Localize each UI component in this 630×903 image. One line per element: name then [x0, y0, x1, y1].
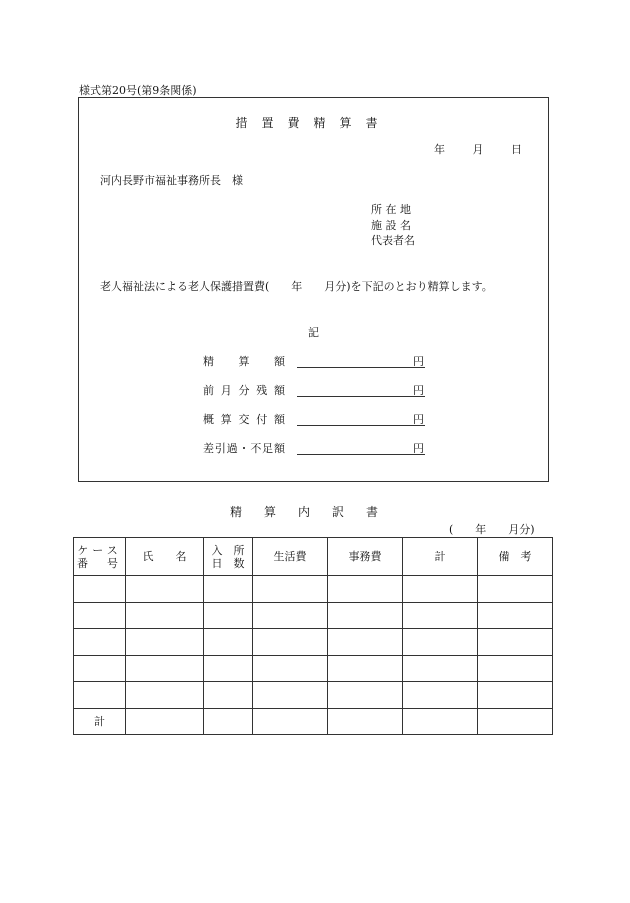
- yen-unit: 円: [413, 442, 424, 455]
- table-cell[interactable]: [328, 682, 403, 709]
- table-cell[interactable]: [328, 576, 403, 603]
- table-cell[interactable]: [328, 629, 403, 656]
- table-row: [74, 602, 553, 629]
- table-cell[interactable]: [478, 655, 553, 682]
- table-cell[interactable]: [253, 682, 328, 709]
- amount-input-line[interactable]: [297, 367, 425, 368]
- facility-name-label: 施 設 名: [371, 218, 411, 232]
- table-cell[interactable]: [74, 629, 126, 656]
- table-cell[interactable]: [126, 576, 204, 603]
- ki-heading: 記: [308, 326, 319, 339]
- table-cell[interactable]: [204, 576, 253, 603]
- table-row: [74, 629, 553, 656]
- amount-input-line[interactable]: [297, 454, 425, 455]
- table-cell[interactable]: [403, 682, 478, 709]
- table-cell[interactable]: [126, 629, 204, 656]
- table-cell[interactable]: [253, 629, 328, 656]
- amount-input-line[interactable]: [297, 396, 425, 397]
- table-cell[interactable]: [253, 708, 328, 735]
- table-cell[interactable]: [253, 602, 328, 629]
- form-title: 措置費精算書: [235, 116, 392, 130]
- table-cell[interactable]: [328, 708, 403, 735]
- amount-input-line[interactable]: [297, 425, 425, 426]
- amount-label: 概算交付額: [203, 413, 285, 426]
- header-total: 計: [403, 538, 478, 576]
- table-cell[interactable]: [204, 682, 253, 709]
- representative-label: 代表者名: [371, 234, 415, 247]
- table-cell[interactable]: [478, 708, 553, 735]
- header-case-number: ケース 番 号: [74, 538, 126, 576]
- table-cell[interactable]: [126, 602, 204, 629]
- table-cell[interactable]: [204, 655, 253, 682]
- table-cell[interactable]: [478, 629, 553, 656]
- date-day: 日: [511, 143, 522, 156]
- table-cell[interactable]: [478, 576, 553, 603]
- table-cell[interactable]: [403, 602, 478, 629]
- table-cell[interactable]: [478, 682, 553, 709]
- table-cell[interactable]: [403, 629, 478, 656]
- statement-text: 老人福祉法による老人保護措置費( 年 月分)を下記のとおり精算します。: [100, 280, 493, 293]
- header-living-cost: 生活費: [253, 538, 328, 576]
- table-cell[interactable]: [74, 655, 126, 682]
- detail-title: 精算内訳書: [229, 505, 400, 519]
- table-cell[interactable]: [204, 602, 253, 629]
- header-admission-days: 入 所 日 数: [204, 538, 253, 576]
- table-header-row: [74, 538, 553, 576]
- total-label: 計: [74, 708, 126, 735]
- yen-unit: 円: [413, 355, 424, 368]
- table-row: [74, 682, 553, 709]
- table-cell[interactable]: [74, 602, 126, 629]
- form-number-label: 様式第20号(第9条関係): [79, 84, 197, 97]
- yen-unit: 円: [413, 384, 424, 397]
- table-cell[interactable]: [204, 629, 253, 656]
- amount-label: 差引過・不足額: [203, 442, 285, 455]
- detail-table: [73, 537, 553, 735]
- table-cell[interactable]: [204, 708, 253, 735]
- table-cell[interactable]: [403, 576, 478, 603]
- table-cell[interactable]: [478, 602, 553, 629]
- amount-label: 前月分残額: [203, 384, 285, 397]
- header-name: 氏 名: [126, 538, 204, 576]
- date-month: 月: [472, 143, 484, 156]
- table-cell[interactable]: [253, 655, 328, 682]
- table-total-row: [74, 708, 553, 735]
- amount-label: 精算額: [203, 355, 285, 368]
- table-cell[interactable]: [403, 708, 478, 735]
- settlement-form-box: [78, 97, 549, 482]
- table-row: [74, 655, 553, 682]
- table-cell[interactable]: [403, 655, 478, 682]
- address-label: 所 在 地: [371, 203, 411, 216]
- date-line: [410, 141, 522, 157]
- header-admin-cost: 事務費: [328, 538, 403, 576]
- table-cell[interactable]: [253, 576, 328, 603]
- table-cell[interactable]: [328, 655, 403, 682]
- table-cell[interactable]: [328, 602, 403, 629]
- detail-period: ( 年 月分): [449, 523, 535, 536]
- applicant-block: [371, 202, 415, 249]
- addressee: 河内長野市福祉事務所長 様: [100, 174, 243, 187]
- header-remarks: 備 考: [478, 538, 553, 576]
- table-cell[interactable]: [74, 576, 126, 603]
- table-cell[interactable]: [126, 708, 204, 735]
- table-row: [74, 576, 553, 603]
- table-cell[interactable]: [126, 655, 204, 682]
- date-year: 年: [434, 143, 445, 156]
- yen-unit: 円: [413, 413, 424, 426]
- table-cell[interactable]: [126, 682, 204, 709]
- table-cell[interactable]: [74, 682, 126, 709]
